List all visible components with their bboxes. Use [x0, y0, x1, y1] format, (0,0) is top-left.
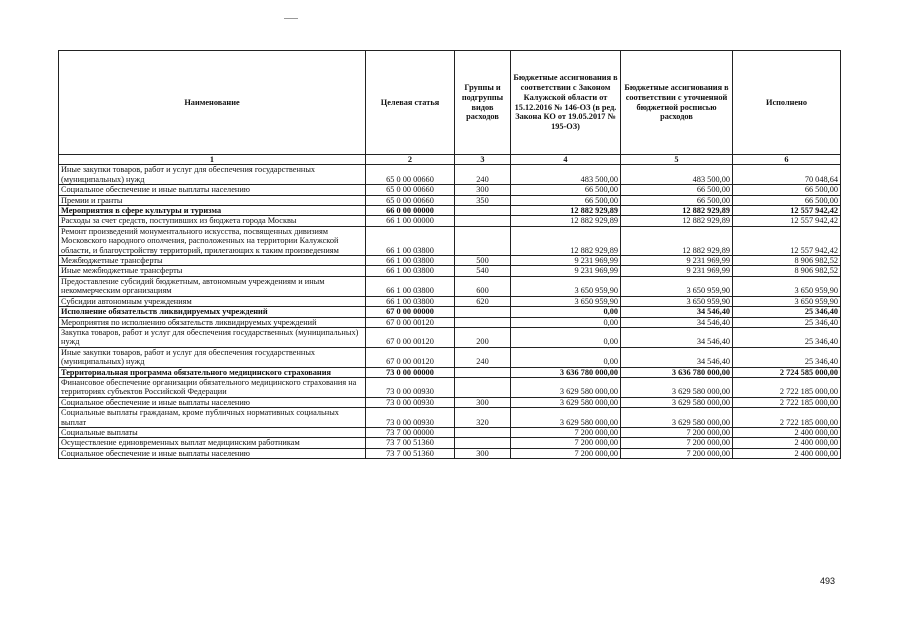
row-target-article: 65 0 00 00660: [366, 165, 455, 185]
row-law-allocation: 3 629 580 000,00: [511, 408, 621, 428]
row-executed-amount: 12 557 942,42: [733, 206, 841, 216]
row-revised-allocation: 34 546,40: [621, 307, 733, 317]
budget-table: [58, 50, 841, 459]
row-law-allocation: 9 231 969,99: [511, 256, 621, 266]
row-revised-allocation: 12 882 929,89: [621, 216, 733, 226]
row-target-article: 73 0 00 00930: [366, 397, 455, 407]
table-row: [59, 296, 841, 306]
row-executed-amount: 2 722 185 000,00: [733, 408, 841, 428]
row-target-article: 73 7 00 00000: [366, 427, 455, 437]
table-row: [59, 276, 841, 296]
row-executed-amount: 25 346,40: [733, 347, 841, 367]
row-expense-group: 600: [455, 276, 511, 296]
row-law-allocation: 9 231 969,99: [511, 266, 621, 276]
row-revised-allocation: 9 231 969,99: [621, 256, 733, 266]
row-law-allocation: 3 650 959,90: [511, 276, 621, 296]
row-executed-amount: 3 650 959,90: [733, 296, 841, 306]
row-target-article: 73 0 00 00930: [366, 408, 455, 428]
row-target-article: 73 7 00 51360: [366, 438, 455, 448]
row-name: Премии и гранты: [59, 195, 366, 205]
table-row: [59, 438, 841, 448]
row-expense-group: 240: [455, 165, 511, 185]
row-law-allocation: 0,00: [511, 317, 621, 327]
row-target-article: 65 0 00 00660: [366, 195, 455, 205]
row-executed-amount: 8 906 982,52: [733, 256, 841, 266]
header-law-allocations: Бюджетные ассигнования в соответствии с Законом Калужской области от 15.12.2016 № 146-ОЗ (в ред. Закона КО от 19.05.2017 № 195-ОЗ): [511, 51, 621, 155]
row-expense-group: 300: [455, 397, 511, 407]
table-row: [59, 327, 841, 347]
row-name: Социальные выплаты гражданам, кроме публичных нормативных социальных выплат: [59, 408, 366, 428]
table-row: [59, 367, 841, 377]
table-row: [59, 256, 841, 266]
table-row: [59, 195, 841, 205]
header-executed: Исполнено: [733, 51, 841, 155]
row-target-article: 67 0 00 00120: [366, 347, 455, 367]
page-number: 493: [820, 576, 836, 586]
row-revised-allocation: 7 200 000,00: [621, 427, 733, 437]
row-expense-group: 300: [455, 185, 511, 195]
table-row: [59, 317, 841, 327]
row-revised-allocation: 34 546,40: [621, 327, 733, 347]
row-executed-amount: 70 048,64: [733, 165, 841, 185]
table-row: [59, 307, 841, 317]
row-expense-group: 200: [455, 327, 511, 347]
row-executed-amount: 12 557 942,42: [733, 216, 841, 226]
row-expense-group: [455, 377, 511, 397]
row-expense-group: [455, 216, 511, 226]
table-row: [59, 408, 841, 428]
row-target-article: 73 7 00 51360: [366, 448, 455, 458]
row-name: Осуществление единовременных выплат медицинским работникам: [59, 438, 366, 448]
row-law-allocation: 3 650 959,90: [511, 296, 621, 306]
row-executed-amount: 2 400 000,00: [733, 438, 841, 448]
column-number: 6: [733, 155, 841, 165]
column-number: 1: [59, 155, 366, 165]
row-name: Расходы за счет средств, поступивших из бюджета города Москвы: [59, 216, 366, 226]
row-law-allocation: 7 200 000,00: [511, 448, 621, 458]
row-executed-amount: 2 722 185 000,00: [733, 397, 841, 407]
row-law-allocation: 66 500,00: [511, 185, 621, 195]
row-target-article: 65 0 00 00660: [366, 185, 455, 195]
row-revised-allocation: 7 200 000,00: [621, 438, 733, 448]
row-revised-allocation: 66 500,00: [621, 195, 733, 205]
row-expense-group: 350: [455, 195, 511, 205]
row-expense-group: [455, 438, 511, 448]
row-executed-amount: 66 500,00: [733, 195, 841, 205]
row-expense-group: 240: [455, 347, 511, 367]
table-row: [59, 206, 841, 216]
row-revised-allocation: 34 546,40: [621, 317, 733, 327]
row-law-allocation: 483 500,00: [511, 165, 621, 185]
row-name: Ремонт произведений монументального искусства, посвященных дивизиям Московского народного ополчения, расположенных на территории Калужской области, и благоустройству территорий, прилегающих к таким произведениям: [59, 226, 366, 255]
row-name: Финансовое обеспечение организации обязательного медицинского страхования на территориях субъектов Российской Федерации: [59, 377, 366, 397]
row-target-article: 66 0 00 00000: [366, 206, 455, 216]
row-name: Иные закупки товаров, работ и услуг для обеспечения государственных (муниципальных) нужд: [59, 347, 366, 367]
row-law-allocation: 12 882 929,89: [511, 216, 621, 226]
table-row: [59, 397, 841, 407]
row-target-article: 66 1 00 03800: [366, 266, 455, 276]
column-number: 2: [366, 155, 455, 165]
row-law-allocation: 0,00: [511, 307, 621, 317]
row-revised-allocation: 3 629 580 000,00: [621, 397, 733, 407]
row-executed-amount: 12 557 942,42: [733, 226, 841, 255]
table-row: [59, 165, 841, 185]
row-name: Закупка товаров, работ и услуг для обеспечения государственных (муниципальных) нужд: [59, 327, 366, 347]
row-expense-group: [455, 427, 511, 437]
row-target-article: 66 1 00 03800: [366, 226, 455, 255]
table-row: [59, 185, 841, 195]
row-name: Мероприятия в сфере культуры и туризма: [59, 206, 366, 216]
row-revised-allocation: 3 636 780 000,00: [621, 367, 733, 377]
row-law-allocation: 12 882 929,89: [511, 206, 621, 216]
row-revised-allocation: 3 650 959,90: [621, 296, 733, 306]
table-row: [59, 427, 841, 437]
row-target-article: 66 1 00 03800: [366, 296, 455, 306]
table-row: [59, 448, 841, 458]
row-law-allocation: 3 629 580 000,00: [511, 377, 621, 397]
table-header-row: [59, 51, 841, 155]
row-name: Исполнение обязательств ликвидируемых учреждений: [59, 307, 366, 317]
header-expense-groups: Группы и подгруппы видов расходов: [455, 51, 511, 155]
row-target-article: 66 1 00 00000: [366, 216, 455, 226]
row-revised-allocation: 9 231 969,99: [621, 266, 733, 276]
row-target-article: 67 0 00 00000: [366, 307, 455, 317]
row-revised-allocation: 483 500,00: [621, 165, 733, 185]
row-law-allocation: 3 636 780 000,00: [511, 367, 621, 377]
column-number: 4: [511, 155, 621, 165]
row-name: Предоставление субсидий бюджетным, автономным учреждениям и иным некоммерческим организациям: [59, 276, 366, 296]
row-revised-allocation: 66 500,00: [621, 185, 733, 195]
row-law-allocation: 12 882 929,89: [511, 226, 621, 255]
budget-execution-table-page: [58, 50, 840, 459]
row-law-allocation: 66 500,00: [511, 195, 621, 205]
table-row: [59, 347, 841, 367]
row-expense-group: [455, 206, 511, 216]
row-executed-amount: 2 400 000,00: [733, 448, 841, 458]
row-name: Социальное обеспечение и иные выплаты населению: [59, 185, 366, 195]
row-name: Социальное обеспечение и иные выплаты населению: [59, 448, 366, 458]
table-row: [59, 226, 841, 255]
row-name: Территориальная программа обязательного медицинского страхования: [59, 367, 366, 377]
row-revised-allocation: 34 546,40: [621, 347, 733, 367]
column-number: 3: [455, 155, 511, 165]
header-revised-allocations: Бюджетные ассигнования в соответствии с уточненной бюджетной росписью расходов: [621, 51, 733, 155]
row-expense-group: 620: [455, 296, 511, 306]
row-target-article: 66 1 00 03800: [366, 256, 455, 266]
row-expense-group: 500: [455, 256, 511, 266]
row-executed-amount: 25 346,40: [733, 307, 841, 317]
scan-mark: [284, 18, 298, 19]
row-target-article: 67 0 00 00120: [366, 327, 455, 347]
row-law-allocation: 7 200 000,00: [511, 427, 621, 437]
row-executed-amount: 2 722 185 000,00: [733, 377, 841, 397]
row-expense-group: [455, 317, 511, 327]
row-target-article: 73 0 00 00000: [366, 367, 455, 377]
row-law-allocation: 0,00: [511, 347, 621, 367]
row-law-allocation: 0,00: [511, 327, 621, 347]
header-name: Наименование: [59, 51, 366, 155]
row-revised-allocation: 3 629 580 000,00: [621, 377, 733, 397]
row-target-article: 67 0 00 00120: [366, 317, 455, 327]
row-expense-group: [455, 226, 511, 255]
table-row: [59, 216, 841, 226]
row-executed-amount: 25 346,40: [733, 317, 841, 327]
table-row: [59, 266, 841, 276]
row-executed-amount: 66 500,00: [733, 185, 841, 195]
row-revised-allocation: 7 200 000,00: [621, 448, 733, 458]
row-revised-allocation: 3 650 959,90: [621, 276, 733, 296]
row-executed-amount: 8 906 982,52: [733, 266, 841, 276]
row-expense-group: 300: [455, 448, 511, 458]
row-target-article: 73 0 00 00930: [366, 377, 455, 397]
row-expense-group: 540: [455, 266, 511, 276]
row-name: Субсидии автономным учреждениям: [59, 296, 366, 306]
row-name: Мероприятия по исполнению обязательств ликвидируемых учреждений: [59, 317, 366, 327]
row-revised-allocation: 3 629 580 000,00: [621, 408, 733, 428]
header-target-article: Целевая статья: [366, 51, 455, 155]
table-body: [59, 165, 841, 459]
row-executed-amount: 25 346,40: [733, 327, 841, 347]
row-name: Иные межбюджетные трансферты: [59, 266, 366, 276]
row-expense-group: 320: [455, 408, 511, 428]
row-executed-amount: 2 724 585 000,00: [733, 367, 841, 377]
row-revised-allocation: 12 882 929,89: [621, 226, 733, 255]
row-expense-group: [455, 367, 511, 377]
column-number: 5: [621, 155, 733, 165]
column-number-row: [59, 155, 841, 165]
row-executed-amount: 3 650 959,90: [733, 276, 841, 296]
table-row: [59, 377, 841, 397]
row-target-article: 66 1 00 03800: [366, 276, 455, 296]
row-revised-allocation: 12 882 929,89: [621, 206, 733, 216]
row-name: Социальное обеспечение и иные выплаты населению: [59, 397, 366, 407]
row-expense-group: [455, 307, 511, 317]
row-law-allocation: 7 200 000,00: [511, 438, 621, 448]
row-name: Социальные выплаты: [59, 427, 366, 437]
row-executed-amount: 2 400 000,00: [733, 427, 841, 437]
row-law-allocation: 3 629 580 000,00: [511, 397, 621, 407]
row-name: Межбюджетные трансферты: [59, 256, 366, 266]
row-name: Иные закупки товаров, работ и услуг для обеспечения государственных (муниципальных) нужд: [59, 165, 366, 185]
